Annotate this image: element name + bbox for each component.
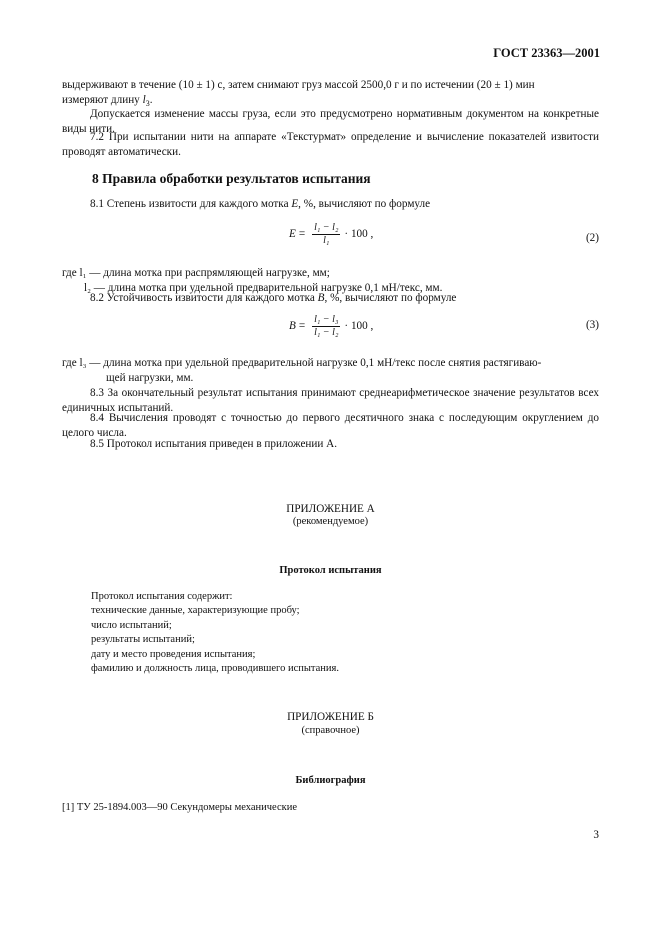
list-item: технические данные, характеризующие пробу;: [91, 605, 300, 617]
paragraph-8-5: 8.5 Протокол испытания приведен в приложении А.: [90, 438, 338, 450]
section-8-title: 8 Правила обработки результатов испытания: [92, 171, 371, 186]
formula-2-lhs: E: [289, 227, 296, 240]
paragraph-7-2: 7.2 При испытании нити на аппарате «Текстурмат» определение и вычисление показателей извитости проводят автоматически.: [62, 131, 599, 158]
list-item: дату и место проведения испытания;: [91, 648, 256, 660]
appendix-b-title: ПРИЛОЖЕНИЕ Б: [287, 711, 374, 723]
where1-line2: l₂ — длина мотка при удельной предварительной нагрузке 0,1 мН/текс, мм.: [84, 281, 443, 294]
bibliography-entry: [1] ТУ 25-1894.003—90 Секундомеры механические: [62, 802, 297, 813]
formula-2-tail: · 100 ,: [344, 227, 374, 240]
paragraph-continued: [62, 78, 599, 110]
protocol-list: [91, 590, 339, 677]
paragraph-mass-change: Допускается изменение массы груза, если это предусмотрено нормативным документом на конкретные виды нити.: [62, 108, 599, 135]
protocol-intro: Протокол испытания содержит:: [91, 591, 233, 602]
protocol-heading: Протокол испытания: [279, 565, 382, 576]
formula-3-number: (3): [585, 319, 599, 331]
paragraph-8-4: 8.4 Вычисления проводят с точностью до первого десятичного знака с последующим округлением до целого числа.: [62, 412, 599, 439]
para1-line2: измеряют длину $l_3$.: [62, 93, 153, 109]
formula-2-denominator: l₁: [323, 234, 330, 246]
list-item: число испытаний;: [91, 619, 172, 631]
paragraph-8-3: 8.3 За окончательный результат испытания принимают среднеарифметическое значение результатов всех единичных испытаний.: [62, 387, 599, 414]
para1-line1: выдерживают в течение (10 ± 1) с, затем снимают груз массой 2500,0 г и по истечении (20 ± 1) мин: [62, 79, 535, 91]
paragraph-8-2: 8.2 Устойчивость извитости для каждого мотка B, %, вычисляют по формуле: [90, 292, 457, 304]
formula-3-denominator: l₁ − l₂: [314, 326, 339, 338]
where1-line1: где l₁ — длина мотка при распрямляющей нагрузке, мм;: [62, 267, 330, 279]
page-number: 3: [593, 829, 599, 841]
formula-3-lhs: B: [289, 319, 296, 332]
bibliography-heading: Библиография: [295, 775, 366, 786]
appendix-a-title: ПРИЛОЖЕНИЕ А: [286, 503, 375, 515]
formula-3-numerator: l₁ − l₃: [314, 314, 339, 325]
formula-2-fraction: [312, 222, 340, 246]
formula-3: [289, 314, 373, 338]
formula-2: [289, 222, 373, 246]
where2-line1: где l₃ — длина мотка при удельной предварительной нагрузке 0,1 мН/текс после снятия растягиваю-: [62, 357, 542, 369]
standard-header: ГОСТ 23363—2001: [493, 46, 600, 60]
list-item: фамилию и должность лица, проводившего испытания.: [91, 663, 339, 675]
formula-3-tail: · 100 ,: [344, 319, 374, 332]
formula-2-numerator: l₁ − l₂: [314, 222, 339, 233]
appendix-b-subtitle: (справочное): [301, 725, 360, 736]
paragraph-8-1: 8.1 Степень извитости для каждого мотка E, %, вычисляют по формуле: [90, 198, 431, 210]
formula-2-number: (2): [585, 232, 599, 244]
where2-line2: щей нагрузки, мм.: [106, 371, 194, 384]
formula-3-fraction: [312, 314, 340, 338]
where-block-2: [62, 356, 599, 386]
appendix-a-subtitle: (рекомендуемое): [292, 516, 369, 527]
list-item: результаты испытаний;: [91, 634, 195, 646]
formula-3-eq: =: [298, 319, 306, 332]
formula-2-eq: =: [298, 227, 306, 240]
